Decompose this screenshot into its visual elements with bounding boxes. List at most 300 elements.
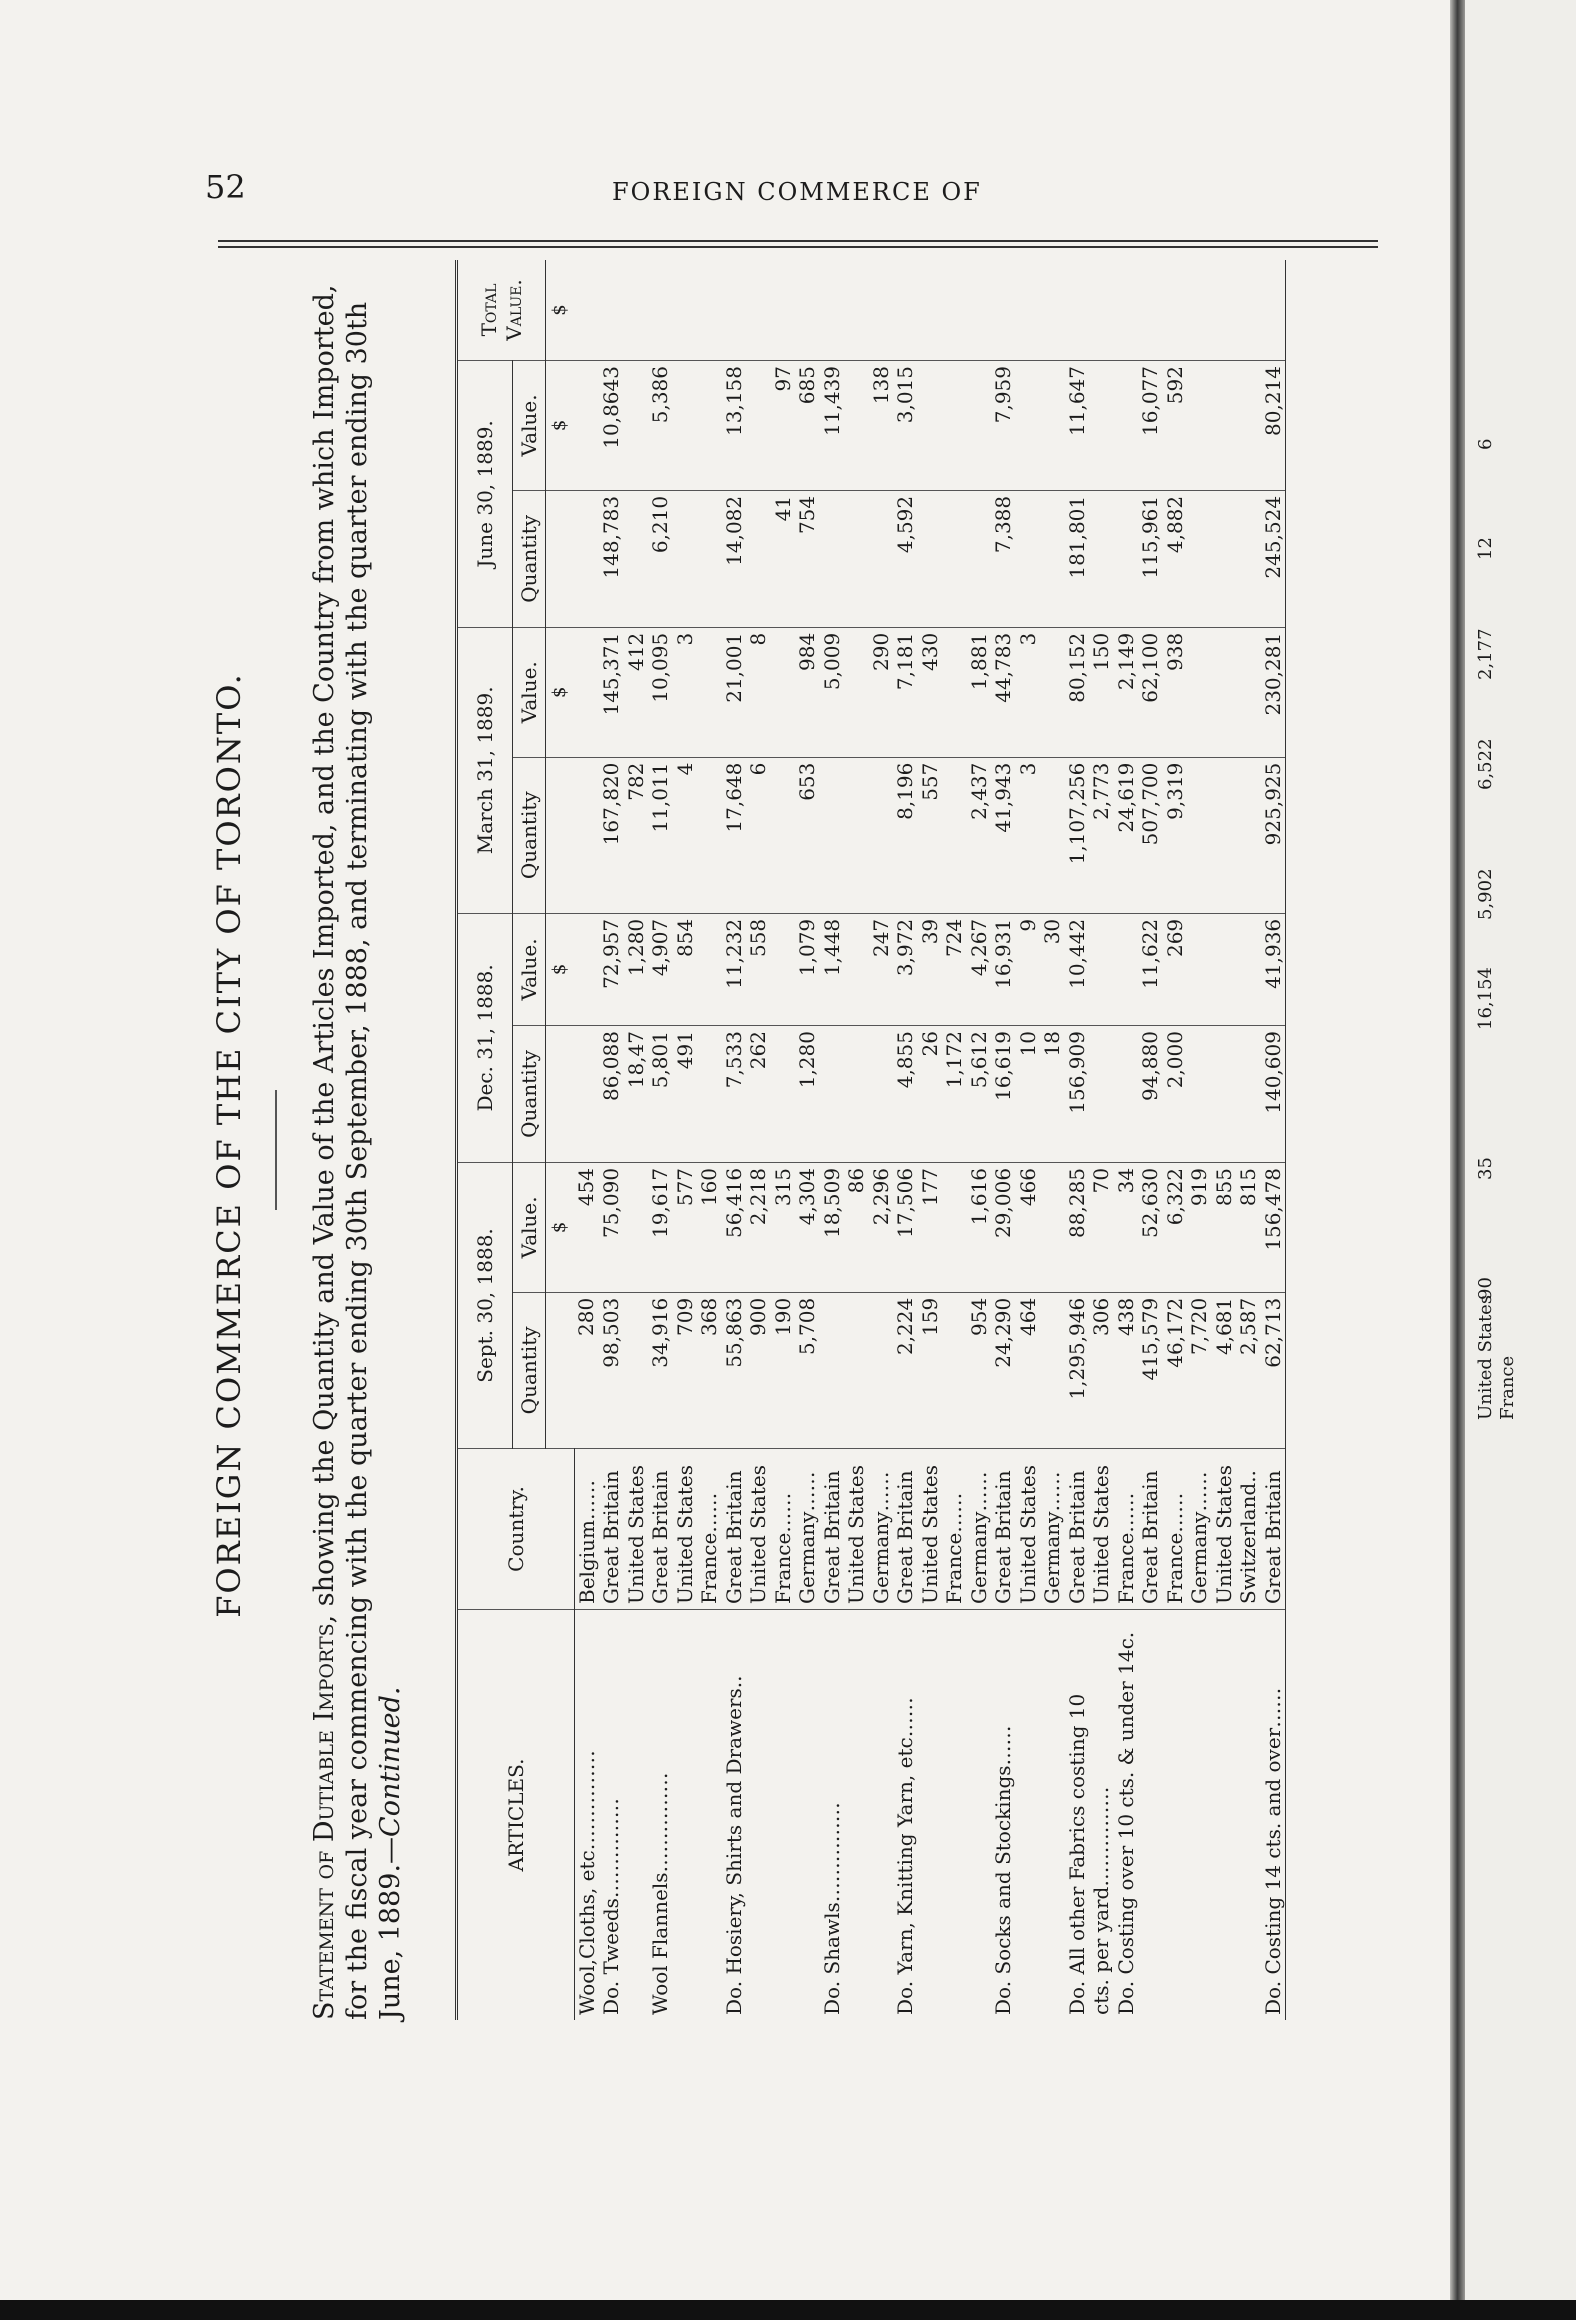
q2-quantity-cell — [820, 1026, 845, 1163]
q4-value-cell: 592 — [1163, 361, 1188, 491]
q1-value-cell: 815 — [1236, 1162, 1261, 1292]
q4-value-cell — [673, 361, 698, 491]
q1-value-cell: 18,509 — [820, 1162, 845, 1292]
q4-value-cell: 138 — [869, 361, 894, 491]
fragment-value-8: 6 — [1475, 438, 1496, 450]
total-value-cell — [795, 260, 820, 361]
q1-quantity-cell: 98,503 — [599, 1292, 624, 1448]
q4-quantity-cell — [1114, 490, 1139, 627]
q3-value-cell: 1,881 — [967, 627, 992, 757]
total-value-cell — [869, 260, 894, 361]
q4-header: June 30, 1889. — [457, 361, 513, 628]
article-cell: Do. Hosiery, Shirts and Drawers.. — [722, 1610, 747, 2021]
q2-quantity-cell — [1114, 1026, 1139, 1163]
q3-quantity-cell — [869, 757, 894, 913]
table-row — [599, 260, 624, 2020]
q3-value-cell — [1212, 627, 1237, 757]
q3-quantity-cell: 557 — [918, 757, 943, 913]
article-cell: Do. Socks and Stockings…… — [991, 1610, 1016, 2021]
q3-value-cell: 230,281 — [1261, 627, 1286, 757]
q3-quantity-cell: 2,773 — [1089, 757, 1114, 913]
q1-value-cell: 19,617 — [648, 1162, 673, 1292]
q1-value-cell: 1,616 — [967, 1162, 992, 1292]
article-cell — [1236, 1610, 1261, 2021]
table-row — [1089, 260, 1114, 2020]
q1-quantity-header: Quantity — [513, 1292, 546, 1448]
q3-quantity-cell: 2,437 — [967, 757, 992, 913]
q1-quantity-cell — [624, 1292, 649, 1448]
table-row — [722, 260, 747, 2020]
q1-value-cell: 2,296 — [869, 1162, 894, 1292]
q1-quantity-cell: 954 — [967, 1292, 992, 1448]
q2-value-cell: 4,267 — [967, 913, 992, 1025]
q2-quantity-cell: 262 — [746, 1026, 771, 1163]
q4-value-cell — [918, 361, 943, 491]
q3-value-cell — [844, 627, 869, 757]
q2-value-cell: 1,448 — [820, 913, 845, 1025]
q3-quantity-cell: 3 — [1016, 757, 1041, 913]
table-row — [1261, 260, 1286, 2020]
q4-value-cell: 11,647 — [1065, 361, 1090, 491]
q2-value-header: Value. — [513, 913, 546, 1025]
table-row — [942, 260, 967, 2020]
q3-value-cell: 412 — [624, 627, 649, 757]
table-row — [1138, 260, 1163, 2020]
q3-quantity-cell — [1187, 757, 1212, 913]
q4-quantity-cell — [574, 490, 599, 627]
total-value-cell — [1040, 260, 1065, 361]
rotated-table-block — [200, 230, 1420, 2060]
q2-value-cell — [574, 913, 599, 1025]
q4-quantity-cell: 181,801 — [1065, 490, 1090, 627]
fragment-country-1: United States — [1475, 1294, 1496, 1420]
q4-value-cell — [1114, 361, 1139, 491]
q2-quantity-cell: 1,172 — [942, 1026, 967, 1163]
q4-value-cell: 13,158 — [722, 361, 747, 491]
q3-quantity-header: Quantity — [513, 757, 546, 913]
q3-quantity-cell — [820, 757, 845, 913]
total-value-cell — [599, 260, 624, 361]
country-cell: Great Britain — [1138, 1470, 1162, 1604]
total-value-cell — [648, 260, 673, 361]
q4-quantity-cell — [624, 490, 649, 627]
q2-quantity-cell: 18,47 — [624, 1026, 649, 1163]
q4-value-header: Value. — [513, 361, 546, 491]
q4-value-cell — [844, 361, 869, 491]
total-value-cell — [893, 260, 918, 361]
q3-value-cell: 80,152 — [1065, 627, 1090, 757]
q2-value-cell: 854 — [673, 913, 698, 1025]
country-cell: United States — [623, 1465, 648, 1604]
fragment-value-4: 5,902 — [1475, 868, 1496, 920]
q3-quantity-cell — [1236, 757, 1261, 913]
total-value-cell — [1016, 260, 1041, 361]
q3-value-header: Value. — [513, 627, 546, 757]
q3-value-cell — [697, 627, 722, 757]
q3-quantity-cell — [697, 757, 722, 913]
total-value-cell — [746, 260, 771, 361]
q3-value-cell: 150 — [1089, 627, 1114, 757]
fragment-value-5: 6,522 — [1475, 738, 1496, 790]
total-value-cell — [918, 260, 943, 361]
statement-caption — [308, 240, 407, 2020]
q2-currency: $ — [546, 913, 575, 1025]
q1-value-cell: 454 — [574, 1162, 599, 1292]
q4-quantity-cell — [942, 490, 967, 627]
q1-value-cell: 466 — [1016, 1162, 1041, 1292]
country-cell: Germany…… — [868, 1471, 893, 1604]
q1-quantity-cell: 280 — [574, 1292, 599, 1448]
total-value-cell — [1114, 260, 1139, 361]
table-row — [697, 260, 722, 2020]
q1-value-cell: 6,322 — [1163, 1162, 1188, 1292]
q2-quantity-cell: 491 — [673, 1026, 698, 1163]
article-cell — [942, 1610, 967, 2021]
title-rule — [275, 1090, 277, 1210]
q3-quantity-cell: 41,943 — [991, 757, 1016, 913]
q2-quantity-cell: 7,533 — [722, 1026, 747, 1163]
article-cell — [1040, 1610, 1065, 2021]
q2-quantity-cell: 16,619 — [991, 1026, 1016, 1163]
q4-quantity-cell — [918, 490, 943, 627]
q1-value-cell: 29,006 — [991, 1162, 1016, 1292]
article-cell — [624, 1610, 649, 2021]
article-cell — [1212, 1610, 1237, 2021]
article-cell — [1187, 1610, 1212, 2021]
q1-value-cell: 34 — [1114, 1162, 1139, 1292]
fragment-value-2: 35 — [1475, 1157, 1496, 1180]
q2-value-cell — [1236, 913, 1261, 1025]
total-value-cell — [991, 260, 1016, 361]
q1-value-cell: 919 — [1187, 1162, 1212, 1292]
country-cell: Germany…… — [795, 1471, 819, 1604]
q3-value-cell: 10,095 — [648, 627, 673, 757]
q2-value-cell — [771, 913, 796, 1025]
q1-quantity-cell: 55,863 — [722, 1292, 747, 1448]
q3-value-cell: 430 — [918, 627, 943, 757]
q1-value-cell: 56,416 — [722, 1162, 747, 1292]
q1-quantity-cell: 24,290 — [991, 1292, 1016, 1448]
q2-quantity-cell: 2,000 — [1163, 1026, 1188, 1163]
q3-value-cell: 21,001 — [722, 627, 747, 757]
q3-value-cell — [942, 627, 967, 757]
q1-value-cell: 52,630 — [1138, 1162, 1163, 1292]
q4-currency: $ — [546, 361, 575, 491]
articles-header: ARTICLES. — [457, 1610, 575, 2021]
country-cell: Germany…… — [1040, 1471, 1064, 1604]
q1-quantity-cell: 159 — [918, 1292, 943, 1448]
q2-quantity-cell — [1212, 1026, 1237, 1163]
q2-value-cell — [844, 913, 869, 1025]
q4-quantity-cell: 6,210 — [648, 490, 673, 627]
q2-value-cell: 11,622 — [1138, 913, 1163, 1025]
q3-quantity-cell: 9,319 — [1163, 757, 1188, 913]
q3-value-cell — [771, 627, 796, 757]
country-cell: Great Britain — [1261, 1449, 1286, 1610]
q1-quantity-cell: 464 — [1016, 1292, 1041, 1448]
q1-quantity-cell: 7,720 — [1187, 1292, 1212, 1448]
q1-value-cell — [942, 1162, 967, 1292]
article-cell — [746, 1610, 771, 2021]
q1-quantity-cell: 306 — [1089, 1292, 1114, 1448]
q3-quantity-cell: 925,925 — [1261, 757, 1286, 913]
table-row — [1163, 260, 1188, 2020]
q1-value-cell — [624, 1162, 649, 1292]
q3-quantity-cell — [1212, 757, 1237, 913]
q2-quantity-cell: 156,909 — [1065, 1026, 1090, 1163]
q3-value-cell: 290 — [869, 627, 894, 757]
article-cell: Do. Tweeds…………… — [599, 1610, 624, 2021]
q1-value-cell: 160 — [697, 1162, 722, 1292]
total-value-cell — [1089, 260, 1114, 361]
q1-quantity-cell: 709 — [673, 1292, 698, 1448]
q4-value-cell — [942, 361, 967, 491]
country-cell: United States — [746, 1465, 770, 1604]
q2-quantity-cell: 5,612 — [967, 1026, 992, 1163]
q3-quantity-cell — [1040, 757, 1065, 913]
q3-quantity-cell: 24,619 — [1114, 757, 1139, 913]
q4-quantity-cell — [746, 490, 771, 627]
q2-quantity-cell: 140,609 — [1261, 1026, 1286, 1163]
q2-quantity-cell — [697, 1026, 722, 1163]
q1-value-cell: 70 — [1089, 1162, 1114, 1292]
q3-value-cell: 5,009 — [820, 627, 845, 757]
q4-quantity-cell — [697, 490, 722, 627]
q2-value-cell: 16,931 — [991, 913, 1016, 1025]
q3-quantity-cell — [574, 757, 599, 913]
article-cell — [795, 1610, 820, 2021]
q3-value-cell — [1187, 627, 1212, 757]
article-cell: Wool,Cloths, etc…………… — [574, 1610, 599, 2021]
q1-value-cell: 17,506 — [893, 1162, 918, 1292]
fragment-country-2: France — [1497, 1355, 1518, 1420]
article-cell — [844, 1610, 869, 2021]
article-cell — [967, 1610, 992, 2021]
country-cell: Switzerland.. — [1236, 1470, 1260, 1604]
q1-value-cell: 86 — [844, 1162, 869, 1292]
total-value-cell — [673, 260, 698, 361]
country-cell: France…… — [770, 1492, 795, 1604]
q2-quantity-cell: 26 — [918, 1026, 943, 1163]
total-value-cell — [1065, 260, 1090, 361]
article-cell — [771, 1610, 796, 2021]
q4-quantity-cell: 115,961 — [1138, 490, 1163, 627]
q4-value-cell: 685 — [795, 361, 820, 491]
q1-quantity-cell: 415,579 — [1138, 1292, 1163, 1448]
q4-value-cell: 5,386 — [648, 361, 673, 491]
q1-quantity-cell — [1040, 1292, 1065, 1448]
q2-value-cell: 4,907 — [648, 913, 673, 1025]
article-cell: cts. per yard…………… — [1089, 1610, 1114, 2021]
q1-value-cell: 855 — [1212, 1162, 1237, 1292]
country-cell: France…… — [1113, 1492, 1138, 1604]
q2-value-cell: 247 — [869, 913, 894, 1025]
q4-value-cell — [967, 361, 992, 491]
country-cell: Great Britain — [991, 1470, 1015, 1604]
country-header: Country. — [457, 1449, 575, 1610]
q2-value-cell: 39 — [918, 913, 943, 1025]
q1-quantity-cell — [869, 1292, 894, 1448]
q1-quantity-cell: 900 — [746, 1292, 771, 1448]
q1-value-cell: 2,218 — [746, 1162, 771, 1292]
q1-quantity-cell: 190 — [771, 1292, 796, 1448]
table-row — [1040, 260, 1065, 2020]
q4-quantity-cell — [673, 490, 698, 627]
q4-quantity-cell — [967, 490, 992, 627]
q2-quantity-cell — [1187, 1026, 1212, 1163]
country-cell: United States — [917, 1465, 942, 1604]
table-row — [918, 260, 943, 2020]
country-cell: Great Britain — [1064, 1470, 1089, 1604]
q2-value-cell — [1212, 913, 1237, 1025]
q3-quantity-cell — [771, 757, 796, 913]
caption-continued: Continued. — [375, 1686, 406, 1837]
q3-value-cell — [574, 627, 599, 757]
q2-value-cell: 72,957 — [599, 913, 624, 1025]
table-row — [967, 260, 992, 2020]
q1-quantity-cell — [942, 1292, 967, 1448]
q1-value-cell: 75,090 — [599, 1162, 624, 1292]
q4-quantity-cell — [1212, 490, 1237, 627]
q1-quantity-cell — [820, 1292, 845, 1448]
article-cell — [1016, 1610, 1041, 2021]
q2-value-cell: 9 — [1016, 913, 1041, 1025]
country-cell: Belgium…… — [574, 1480, 599, 1604]
q3-quantity-cell: 8,196 — [893, 757, 918, 913]
table-row — [574, 260, 599, 2020]
article-cell: Wool Flannels…………… — [648, 1610, 673, 2021]
article-cell: Do. Costing 14 cts. and over…… — [1261, 1610, 1286, 2021]
q2-value-cell — [1089, 913, 1114, 1025]
table-row — [991, 260, 1016, 2020]
q3-quantity-cell: 507,700 — [1138, 757, 1163, 913]
article-cell: Do. Costing over 10 cts. & under 14c. — [1114, 1610, 1139, 2021]
q3-quantity-cell: 11,011 — [648, 757, 673, 913]
q4-value-cell — [1016, 361, 1041, 491]
q1-quantity-cell: 2,224 — [893, 1292, 918, 1448]
fragment-value-3: 16,154 — [1475, 967, 1496, 1030]
q2-quantity-cell — [574, 1026, 599, 1163]
q4-value-cell: 16,077 — [1138, 361, 1163, 491]
q2-value-cell — [697, 913, 722, 1025]
q1-quantity-cell: 438 — [1114, 1292, 1139, 1448]
table-row — [673, 260, 698, 2020]
country-cell: United States — [844, 1465, 868, 1604]
q1-value-cell: 577 — [673, 1162, 698, 1292]
q3-value-cell: 62,100 — [1138, 627, 1163, 757]
total-value-cell — [820, 260, 845, 361]
q1-quantity-cell: 1,295,946 — [1065, 1292, 1090, 1448]
fragment-value-6: 2,177 — [1475, 628, 1496, 680]
fragment-value-7: 12 — [1475, 537, 1496, 560]
article-cell — [697, 1610, 722, 2021]
q3-quantity-cell — [942, 757, 967, 913]
q4-quantity-cell: 245,524 — [1261, 490, 1286, 627]
q4-value-cell: 11,439 — [820, 361, 845, 491]
table-row — [1114, 260, 1139, 2020]
q3-quantity-cell: 167,820 — [599, 757, 624, 913]
q4-quantity-cell: 7,388 — [991, 490, 1016, 627]
q1-currency: $ — [546, 1162, 575, 1292]
q4-quantity-cell — [869, 490, 894, 627]
q2-value-cell: 269 — [1163, 913, 1188, 1025]
q3-value-cell: 8 — [746, 627, 771, 757]
q2-quantity-cell: 94,880 — [1138, 1026, 1163, 1163]
q2-value-cell: 10,442 — [1065, 913, 1090, 1025]
q2-value-cell — [1187, 913, 1212, 1025]
country-cell: Great Britain — [648, 1470, 672, 1604]
q3-value-cell: 3 — [673, 627, 698, 757]
table-row — [1212, 260, 1237, 2020]
caption-body: showing the Quantity and Value of the Articles Imported, and the Country from which Imported, for the fiscal year commencing with the quarter ending 30th September, 1888, and terminating with the quarter ending 30th June, 1889.— — [309, 284, 406, 2020]
article-cell — [673, 1610, 698, 2021]
q1-quantity-cell: 5,708 — [795, 1292, 820, 1448]
table-row — [648, 260, 673, 2020]
table-row — [869, 260, 894, 2020]
total-value-cell — [771, 260, 796, 361]
q3-quantity-cell: 6 — [746, 757, 771, 913]
q4-value-cell — [697, 361, 722, 491]
table-row — [820, 260, 845, 2020]
q1-quantity-cell: 368 — [697, 1292, 722, 1448]
q3-currency: $ — [546, 627, 575, 757]
q1-value-cell: 88,285 — [1065, 1162, 1090, 1292]
country-cell: Great Britain — [721, 1470, 746, 1604]
q2-value-cell: 11,232 — [722, 913, 747, 1025]
q3-value-cell — [1236, 627, 1261, 757]
q2-quantity-cell — [869, 1026, 894, 1163]
q4-value-cell — [574, 361, 599, 491]
table-row — [1065, 260, 1090, 2020]
q4-value-cell: 80,214 — [1261, 361, 1286, 491]
q2-value-cell: 41,936 — [1261, 913, 1286, 1025]
q4-quantity-cell: 41 — [771, 490, 796, 627]
q1-value-cell — [1040, 1162, 1065, 1292]
total-value-cell — [722, 260, 747, 361]
q1-quantity-cell: 46,172 — [1163, 1292, 1188, 1448]
q2-quantity-cell — [1089, 1026, 1114, 1163]
q3-value-cell: 145,371 — [599, 627, 624, 757]
q2-quantity-cell: 4,855 — [893, 1026, 918, 1163]
table-row — [795, 260, 820, 2020]
q4-value-cell — [1040, 361, 1065, 491]
table-row — [746, 260, 771, 2020]
q2-value-cell: 30 — [1040, 913, 1065, 1025]
total-value-cell — [967, 260, 992, 361]
fragment-value-1: 90 — [1475, 1277, 1496, 1300]
q2-quantity-cell: 5,801 — [648, 1026, 673, 1163]
country-cell: United States — [1211, 1465, 1236, 1604]
table-row — [1236, 260, 1261, 2020]
q1-value-cell: 156,478 — [1261, 1162, 1286, 1292]
q4-quantity-cell: 14,082 — [722, 490, 747, 627]
scan-border — [0, 2300, 1576, 2320]
country-cell: France…… — [942, 1492, 966, 1604]
q4-value-cell: 7,959 — [991, 361, 1016, 491]
q3-value-cell: 2,149 — [1114, 627, 1139, 757]
total-value-cell — [1261, 260, 1286, 361]
q4-value-cell — [1212, 361, 1237, 491]
q1-quantity-cell: 4,681 — [1212, 1292, 1237, 1448]
q2-quantity-header: Quantity — [513, 1026, 546, 1163]
q4-value-cell — [746, 361, 771, 491]
document-title: FOREIGN COMMERCE OF THE CITY OF TORONTO. — [210, 672, 248, 1618]
q4-quantity-cell — [844, 490, 869, 627]
total-value-cell — [1212, 260, 1237, 361]
q2-value-cell: 558 — [746, 913, 771, 1025]
table-row — [624, 260, 649, 2020]
q1-header: Sept. 30, 1888. — [457, 1162, 513, 1448]
